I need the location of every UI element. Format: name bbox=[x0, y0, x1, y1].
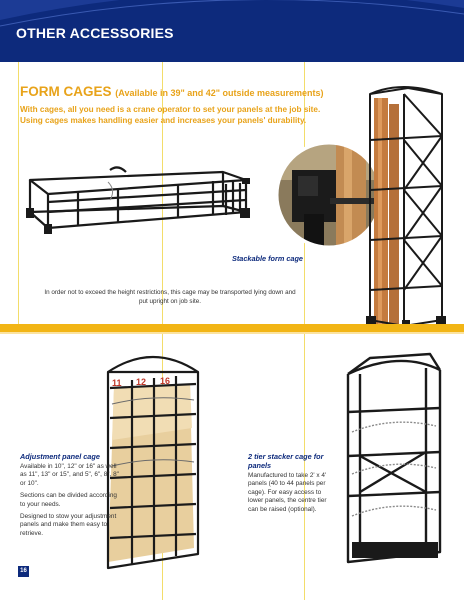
cage-lying-down-image bbox=[18, 150, 254, 240]
adjustment-retrieve-text: Designed to stow your adjustment panels and make them easy to retrieve. bbox=[20, 513, 117, 537]
section-title bbox=[20, 84, 324, 99]
panel-label-12: 12 bbox=[136, 377, 147, 387]
panel-label-11: 11 bbox=[112, 378, 122, 388]
panel-label-16: 16 bbox=[160, 376, 171, 386]
adjustment-divide-text: Sections can be divided according to your needs. bbox=[20, 492, 117, 508]
section-divider-band bbox=[0, 324, 464, 332]
page-header bbox=[0, 0, 464, 62]
section-divider-band-light bbox=[0, 332, 464, 334]
page-number: 16 bbox=[18, 566, 29, 577]
section-intro: With cages, all you need is a crane operator to set your panels at the job site. Using cages makes handling easier and increases your panels' durability. bbox=[20, 105, 321, 125]
section-title-main: FORM CAGES bbox=[20, 84, 112, 99]
stacker-cage-description: Manufactured to take 2' x 4' panels (40 to 44 panels per cage). For easy access to lower panels, the centre tier can be raised (optional). bbox=[248, 472, 327, 513]
adjustment-cage-description bbox=[20, 463, 124, 542]
header-title: OTHER ACCESSORIES bbox=[16, 25, 174, 41]
section-subtitle: (Available in 39" and 42" outside measurements) bbox=[115, 88, 324, 98]
adjustment-cage-title: Adjustment panel cage bbox=[20, 452, 100, 461]
stacker-cage-image bbox=[330, 346, 450, 572]
cage-standing-image bbox=[362, 80, 452, 330]
stackable-caption: Stackable form cage bbox=[232, 254, 303, 263]
adjustment-sizes-text: Available in 10", 12" or 16" as well as 11", 13" or 15", and 5", 6", 8", 8" or 10". bbox=[20, 463, 119, 487]
stacker-cage-title: 2 tier stacker cage for panels bbox=[248, 452, 324, 470]
transport-note: In order not to exceed the height restrictions, this cage may be transported lying down and put upright on job site. bbox=[44, 289, 296, 305]
